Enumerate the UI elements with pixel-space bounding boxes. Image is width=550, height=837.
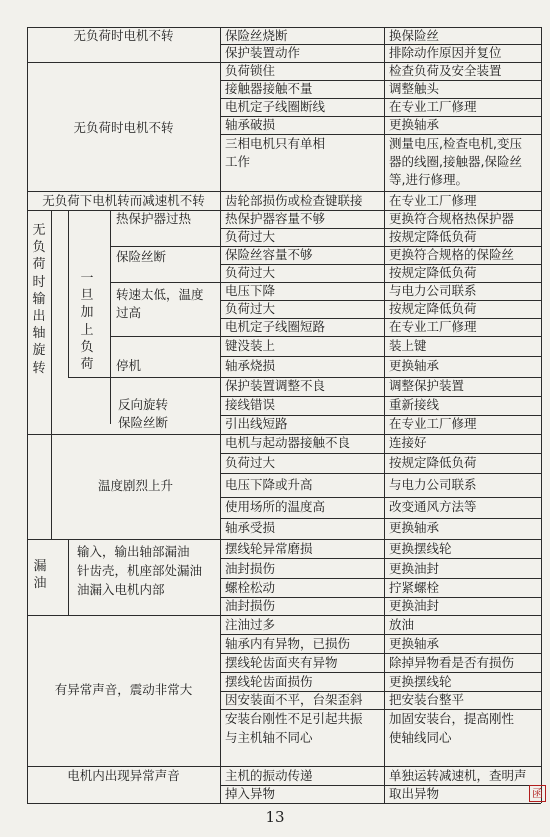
cause-cell: 螺栓松动 xyxy=(225,580,276,595)
row-divider xyxy=(27,766,541,767)
remedy-cell: 更换轴承 xyxy=(389,636,440,651)
remedy-cell: 使轴线同心 xyxy=(389,730,452,745)
sub-symptom-cell: 保险丝断 xyxy=(118,415,169,430)
remedy-cell: 器的线圈,接触器,保险丝 xyxy=(389,154,522,169)
remedy-cell: 连接好 xyxy=(389,435,427,450)
remedy-cell: 更换摆线轮 xyxy=(389,674,452,689)
remedy-cell: 按规定降低负荷 xyxy=(389,455,477,470)
remedy-cell: 加固安装台，提高刚性 xyxy=(389,711,515,726)
symptom-cell: 无负荷时电机不转 xyxy=(73,120,174,135)
sub-symptom-cell: 过高 xyxy=(116,305,142,320)
symptom-cell: 无负荷时电机不转 xyxy=(73,28,174,43)
remedy-cell: 在专业工厂修理 xyxy=(389,416,477,431)
row-divider xyxy=(220,453,541,454)
symptom-cell: 电机内出现异常声音 xyxy=(67,768,180,783)
remedy-cell: 与电力公司联系 xyxy=(389,477,477,492)
remedy-cell: 检查负荷及安全装置 xyxy=(389,63,502,78)
vertical-heading: 无负荷时输出轴旋转 xyxy=(32,223,46,376)
sub-symptom-cell: 针齿壳，机座部处漏油 xyxy=(77,563,203,578)
remedy-cell: 装上键 xyxy=(389,338,427,353)
remedy-cell: 按规定降低负荷 xyxy=(389,229,477,244)
cause-cell: 接触器接触不量 xyxy=(225,81,313,96)
cause-cell: 安装台刚性不足引起共振 xyxy=(225,711,363,726)
cause-cell: 保险丝容量不够 xyxy=(225,247,313,262)
remedy-cell: 按规定降低负荷 xyxy=(389,301,477,316)
remedy-cell: 更换符合规格热保护器 xyxy=(389,211,515,226)
vertical-heading: 漏油 xyxy=(33,559,47,592)
remedy-cell: 更换轴承 xyxy=(389,520,440,535)
row-divider xyxy=(220,497,541,498)
remedy-cell: 取出异物 xyxy=(389,786,440,801)
row-divider xyxy=(220,634,541,635)
cause-cell: 负荷过大 xyxy=(225,455,276,470)
cause-cell: 轴承受损 xyxy=(225,520,276,535)
cause-cell: 摆线轮齿面夹有异物 xyxy=(225,655,338,670)
cause-cell: 接线错误 xyxy=(225,397,276,412)
cause-cell: 负荷过大 xyxy=(225,229,276,244)
remedy-cell: 更换符合规格的保险丝 xyxy=(389,247,515,262)
symptom-cell: 有异常声音，震动非常大 xyxy=(54,682,193,697)
remedy-cell: 更换轴承 xyxy=(389,117,440,132)
table-divider xyxy=(110,210,111,424)
row-divider xyxy=(220,518,541,519)
row-divider xyxy=(220,709,541,710)
remedy-cell: 在专业工厂修理 xyxy=(389,99,477,114)
cause-cell: 油封损伤 xyxy=(225,561,276,576)
cause-cell: 电机定子线圈断线 xyxy=(225,99,326,114)
remedy-cell: 换保险丝 xyxy=(389,28,440,43)
remedy-cell: 与电力公司联系 xyxy=(389,283,477,298)
cause-cell: 电压下降或升高 xyxy=(225,477,313,492)
cause-cell: 负荷过大 xyxy=(225,301,276,316)
row-divider xyxy=(110,336,541,337)
cause-cell: 齿轮部损伤或检查键联接 xyxy=(225,193,363,208)
cause-cell: 因安装面不平，台架歪斜 xyxy=(225,692,363,707)
cause-cell: 保险丝烧断 xyxy=(225,28,288,43)
cause-cell: 油封损伤 xyxy=(225,598,276,613)
sub-symptom-cell: 热保护器过热 xyxy=(116,211,192,226)
cause-cell: 三相电机只有单相 xyxy=(225,136,326,151)
row-divider xyxy=(220,578,541,579)
cause-cell: 工作 xyxy=(225,154,251,169)
cause-cell: 轴承烧损 xyxy=(225,358,276,373)
cause-cell: 电压下降 xyxy=(225,283,276,298)
remedy-cell: 更换摆线轮 xyxy=(389,541,452,556)
cause-cell: 键没装上 xyxy=(225,338,276,353)
row-divider xyxy=(220,558,541,559)
sub-symptom-cell: 停机 xyxy=(116,358,142,373)
stamp-mark: 函 xyxy=(529,785,546,802)
cause-cell: 主机的振动传递 xyxy=(225,768,313,783)
cause-cell: 摆线轮齿面损伤 xyxy=(225,674,313,689)
symptom-cell: 温度剧烈上升 xyxy=(97,478,173,493)
table-border xyxy=(27,803,541,804)
remedy-cell: 在专业工厂修理 xyxy=(389,193,477,208)
cause-cell: 负荷锁住 xyxy=(225,63,276,78)
cause-cell: 与主机轴不同心 xyxy=(225,730,313,745)
sub-symptom-cell: 反向旋转 xyxy=(118,397,169,412)
cause-cell: 摆线轮异常磨损 xyxy=(225,541,313,556)
remedy-cell: 更换油封 xyxy=(389,598,440,613)
row-divider xyxy=(220,672,541,673)
cause-cell: 注油过多 xyxy=(225,617,276,632)
cause-cell: 热保护器容量不够 xyxy=(225,211,326,226)
cause-cell: 电机定子线圈短路 xyxy=(225,319,326,334)
row-divider xyxy=(27,615,541,616)
cause-cell: 使用场所的温度高 xyxy=(225,499,326,514)
cause-cell: 负荷过大 xyxy=(225,265,276,280)
page-number: 13 xyxy=(265,808,285,826)
remedy-cell: 调整触头 xyxy=(389,81,440,96)
remedy-cell: 改变通风方法等 xyxy=(389,499,477,514)
table-divider xyxy=(68,539,69,615)
cause-cell: 掉入异物 xyxy=(225,786,276,801)
remedy-cell: 更换轴承 xyxy=(389,358,440,373)
cause-cell: 轴承破损 xyxy=(225,117,276,132)
sub-symptom-cell: 保险丝断 xyxy=(116,249,167,264)
remedy-cell: 拧紧螺栓 xyxy=(389,580,440,595)
symptom-cell: 无负荷下电机转而减速机不转 xyxy=(42,193,205,208)
sub-symptom-cell: 输入，输出轴部漏油 xyxy=(77,544,190,559)
row-divider xyxy=(27,539,541,540)
remedy-cell: 除掉异物看是否有损伤 xyxy=(389,655,515,670)
table-divider xyxy=(68,210,69,377)
cause-cell: 引出线短路 xyxy=(225,416,288,431)
remedy-cell: 在专业工厂修理 xyxy=(389,319,477,334)
remedy-cell: 排除动作原因并复位 xyxy=(389,45,502,60)
remedy-cell: 把安装台整平 xyxy=(389,692,465,707)
row-divider xyxy=(220,356,541,357)
sub-symptom-cell: 转速太低，温度 xyxy=(116,287,204,302)
remedy-cell: 更换油封 xyxy=(389,561,440,576)
remedy-cell: 单独运转减速机，查明声 xyxy=(389,768,527,783)
remedy-cell: 等,进行修理。 xyxy=(389,172,468,187)
row-divider xyxy=(27,191,541,192)
row-divider xyxy=(220,134,541,135)
remedy-cell: 按规定降低负荷 xyxy=(389,265,477,280)
vertical-heading: 一旦加上负荷 xyxy=(80,271,94,373)
cause-cell: 轴承内有异物，已损伤 xyxy=(225,636,351,651)
cause-cell: 电机与起动器接触不良 xyxy=(225,435,351,450)
row-divider xyxy=(220,473,541,474)
cause-cell: 保护装置动作 xyxy=(225,45,301,60)
cause-cell: 保护装置调整不良 xyxy=(225,378,326,393)
remedy-cell: 测量电压,检查电机,变压 xyxy=(389,136,522,151)
sub-symptom-cell: 油漏入电机内部 xyxy=(77,582,165,597)
table-border xyxy=(541,27,542,803)
remedy-cell: 重新接线 xyxy=(389,397,440,412)
remedy-cell: 调整保护装置 xyxy=(389,378,465,393)
row-divider xyxy=(220,653,541,654)
remedy-cell: 放油 xyxy=(389,617,415,632)
